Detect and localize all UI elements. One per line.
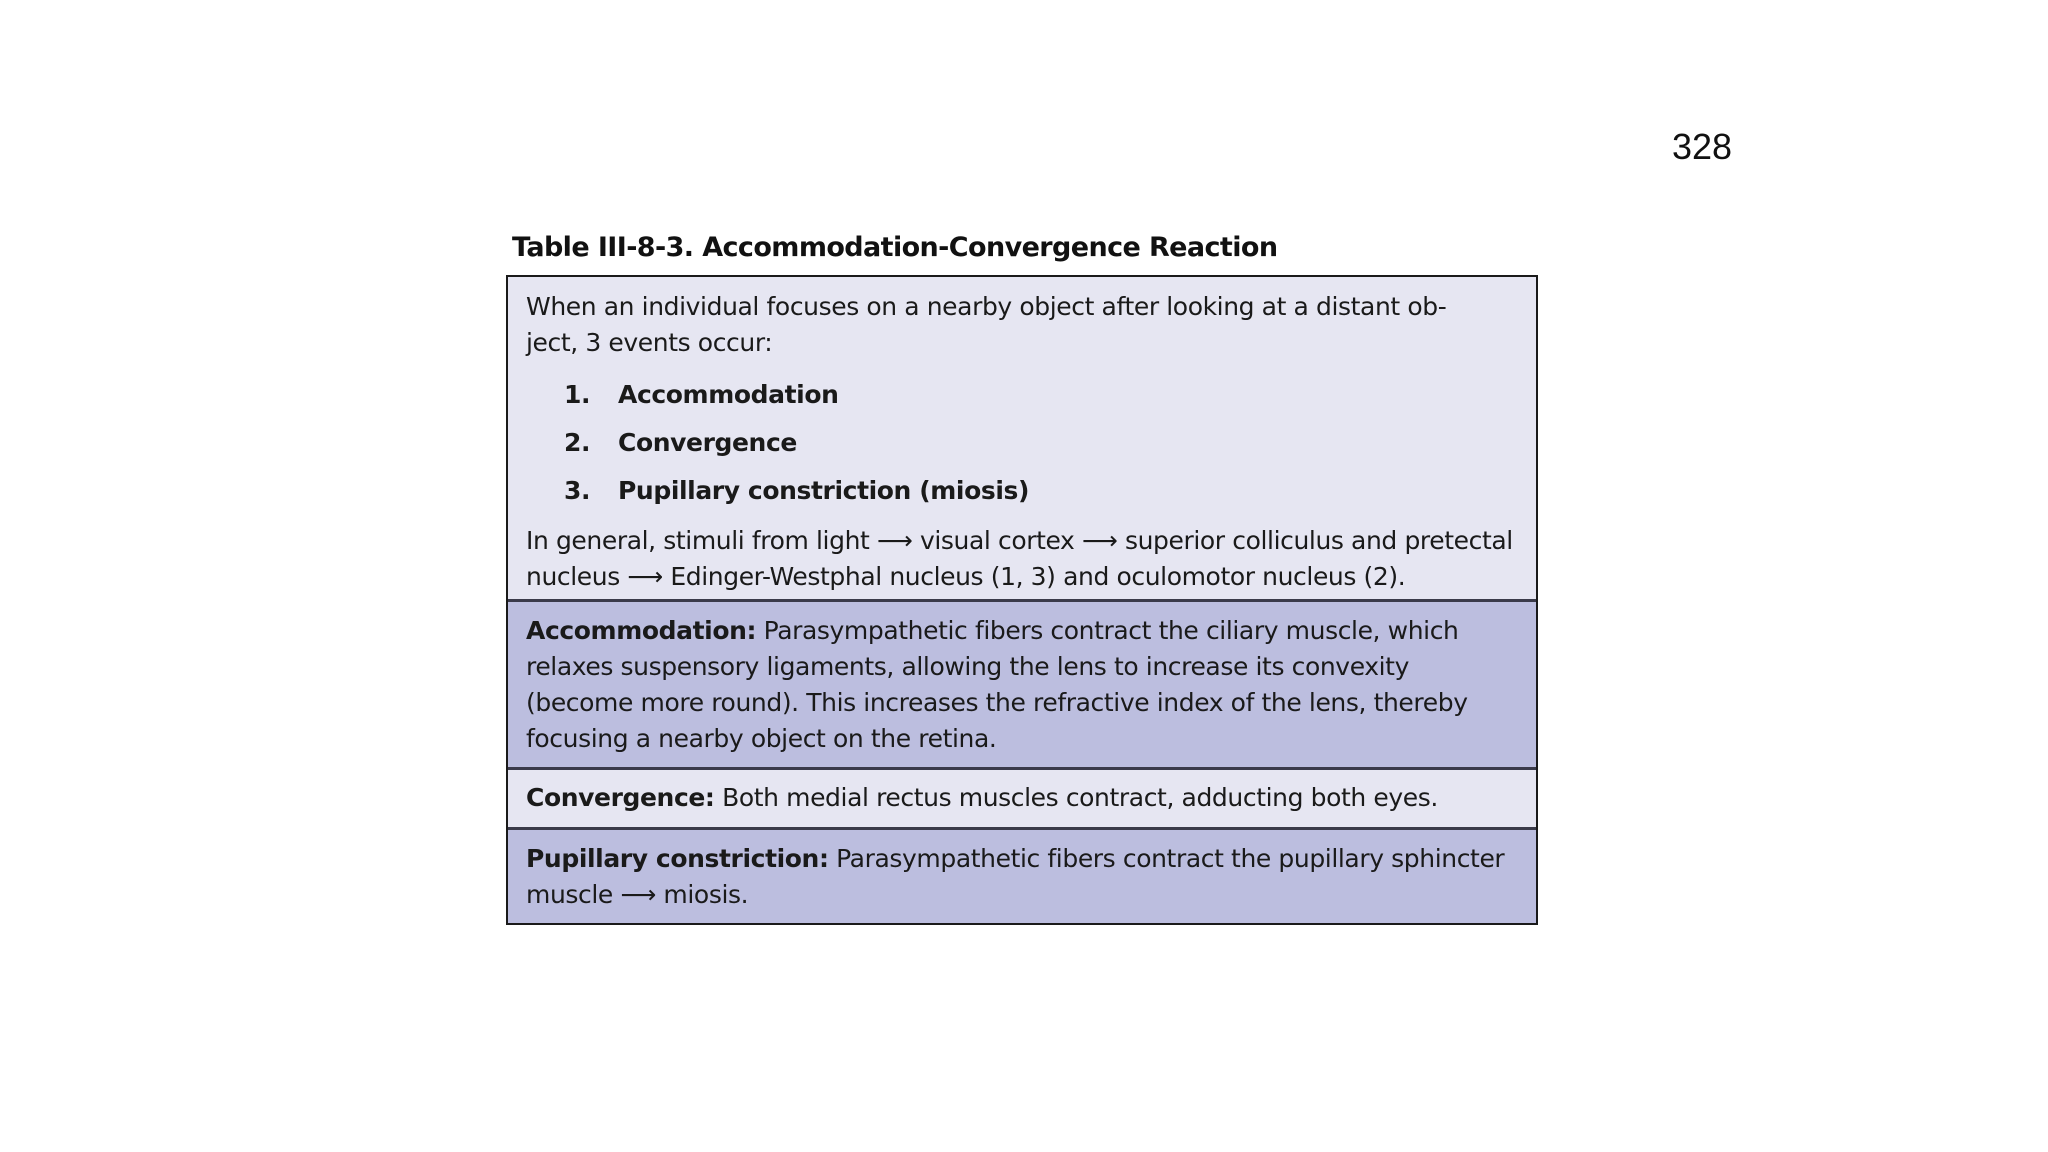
accommodation-line-2: relaxes suspensory ligaments, allowing the lens to increase its convexity xyxy=(526,652,1409,681)
event-item xyxy=(526,467,1518,515)
pupillary-row xyxy=(508,830,1536,923)
intro-text-line-2: ject, 3 events occur: xyxy=(526,328,773,357)
accommodation-line-4: focusing a nearby object on the retina. xyxy=(526,724,997,753)
event-number: 2. xyxy=(564,428,591,457)
convergence-term: Convergence: xyxy=(526,783,715,812)
intro-row xyxy=(508,277,1536,602)
general-pathway-line-2: nucleus ⟶ Edinger-Westphal nucleus (1, 3) and oculomotor nucleus (2). xyxy=(526,562,1406,591)
events-list xyxy=(526,371,1518,515)
accommodation-term: Accommodation: xyxy=(526,616,757,645)
convergence-row xyxy=(508,770,1536,830)
event-item xyxy=(526,419,1518,467)
event-label: Convergence xyxy=(618,428,797,457)
pupillary-line-1 xyxy=(526,841,1518,877)
pupillary-term: Pupillary constriction: xyxy=(526,844,829,873)
page-number: 328 xyxy=(1672,126,1733,167)
event-item xyxy=(526,371,1518,419)
convergence-text: Both medial rectus muscles contract, adducting both eyes. xyxy=(714,783,1438,812)
table-title: Table III-8-3. Accommodation-Convergence Reaction xyxy=(512,232,1278,263)
accommodation-text: Parasympathetic fibers contract the ciliary muscle, which xyxy=(756,616,1459,645)
event-number: 3. xyxy=(564,476,591,505)
event-number: 1. xyxy=(564,380,591,409)
accommodation-line-3: (become more round). This increases the refractive index of the lens, thereby xyxy=(526,688,1468,717)
pupillary-text: Parasympathetic fibers contract the pupillary sphincter xyxy=(828,844,1505,873)
reaction-table xyxy=(506,275,1538,925)
accommodation-row xyxy=(508,602,1536,770)
pupillary-line-2: muscle ⟶ miosis. xyxy=(526,880,749,909)
event-label: Accommodation xyxy=(618,380,839,409)
intro-text-line-1: When an individual focuses on a nearby object after looking at a distant ob- xyxy=(526,292,1447,321)
general-pathway-line-1: In general, stimuli from light ⟶ visual cortex ⟶ superior colliculus and pretectal xyxy=(526,526,1513,555)
event-label: Pupillary constriction (miosis) xyxy=(618,476,1030,505)
accommodation-line-1 xyxy=(526,613,1518,649)
